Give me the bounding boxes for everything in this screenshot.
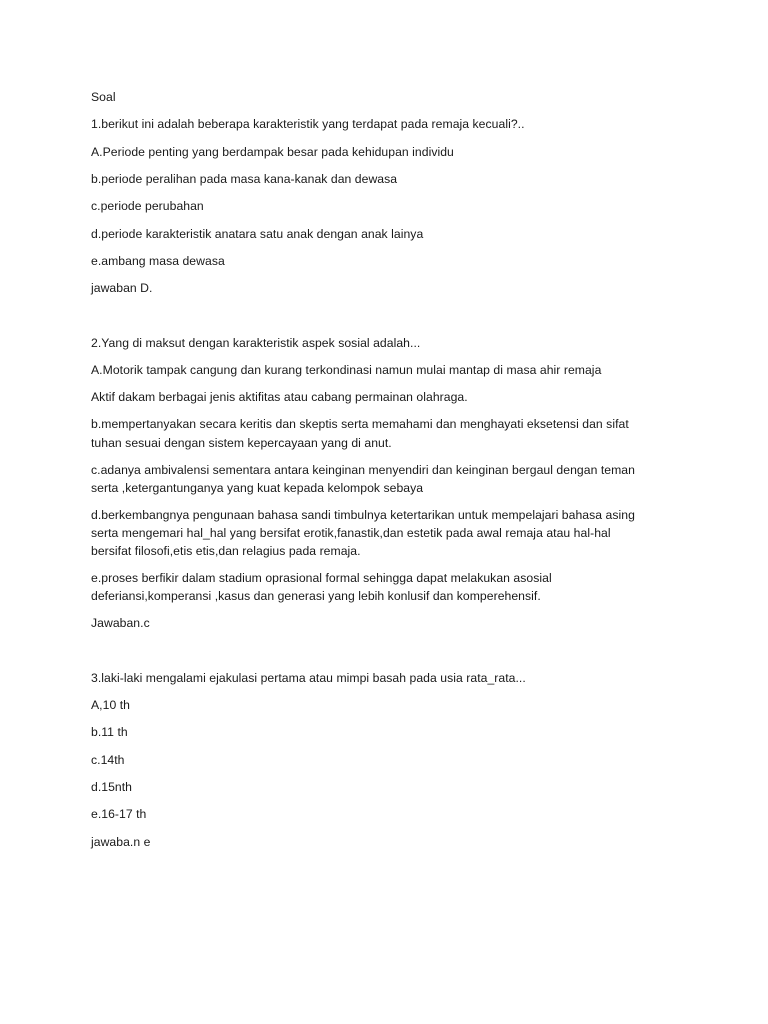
- question-1-option-c: c.periode perubahan: [91, 199, 204, 213]
- question-3-option-d: d.15nth: [91, 780, 133, 794]
- question-2-option-e-line-1: e.proses berfikir dalam stadium oprasional formal sehingga dapat melakukan asosial: [91, 571, 552, 585]
- question-2-option-d-line-1: d.berkembangnya pengunaan bahasa sandi timbulnya ketertarikan untuk mempelajari bahasa asing: [91, 508, 635, 522]
- question-2-option-c-line-2: serta ,ketergantunganya yang kuat kepada kelompok sebaya: [91, 481, 424, 495]
- question-3-option-e: e.16-17 th: [91, 807, 147, 821]
- question-1-answer: jawaban D.: [91, 281, 153, 295]
- question-2-text: 2.Yang di maksut dengan karakteristik aspek sosial adalah...: [91, 336, 421, 350]
- question-3-option-a: A,10 th: [91, 698, 130, 712]
- question-3-option-b: b.11 th: [91, 725, 128, 739]
- question-2-option-b-line-2: tuhan sesuai dengan sistem kepercayaan yang di anut.: [91, 436, 392, 450]
- question-3-text: 3.laki-laki mengalami ejakulasi pertama atau mimpi basah pada usia rata_rata...: [91, 671, 526, 685]
- question-1-option-b: b.periode peralihan pada masa kana-kanak dan dewasa: [91, 172, 398, 186]
- document-heading: Soal: [91, 90, 116, 104]
- question-2-option-b-line-1: b.mempertanyakan secara keritis dan skeptis serta memahami dan menghayati eksetensi dan sifat: [91, 417, 629, 431]
- question-1-text: 1.berikut ini adalah beberapa karakteristik yang terdapat pada remaja kecuali?..: [91, 117, 525, 131]
- question-1-option-d: d.periode karakteristik anatara satu anak dengan anak lainya: [91, 227, 424, 241]
- question-2-option-d-line-2: serta mengemari hal_hal yang bersifat erotik,fanastik,dan estetik pada awal remaja atau hal-hal: [91, 526, 611, 540]
- question-3-answer: jawaba.n e: [91, 835, 151, 849]
- question-2-answer: Jawaban.c: [91, 616, 150, 630]
- question-2-option-a: A.Motorik tampak cangung dan kurang terkondinasi namun mulai mantap di masa ahir remaja: [91, 363, 602, 377]
- question-3-option-c: c.14th: [91, 753, 125, 767]
- question-2-option-a-continued: Aktif dakam berbagai jenis aktifitas atau cabang permainan olahraga.: [91, 390, 468, 404]
- question-1-option-a: A.Periode penting yang berdampak besar pada kehidupan individu: [91, 145, 454, 159]
- question-2-option-d-line-3: bersifat filosofi,etis etis,dan relagius pada remaja.: [91, 544, 361, 558]
- question-2-option-c-line-1: c.adanya ambivalensi sementara antara keinginan menyendiri dan keinginan bergaul dengan teman: [91, 463, 635, 477]
- question-2-option-e-line-2: deferiansi,komperansi ,kasus dan generasi yang lebih konlusif dan komperehensif.: [91, 589, 541, 603]
- question-1-option-e: e.ambang masa dewasa: [91, 254, 225, 268]
